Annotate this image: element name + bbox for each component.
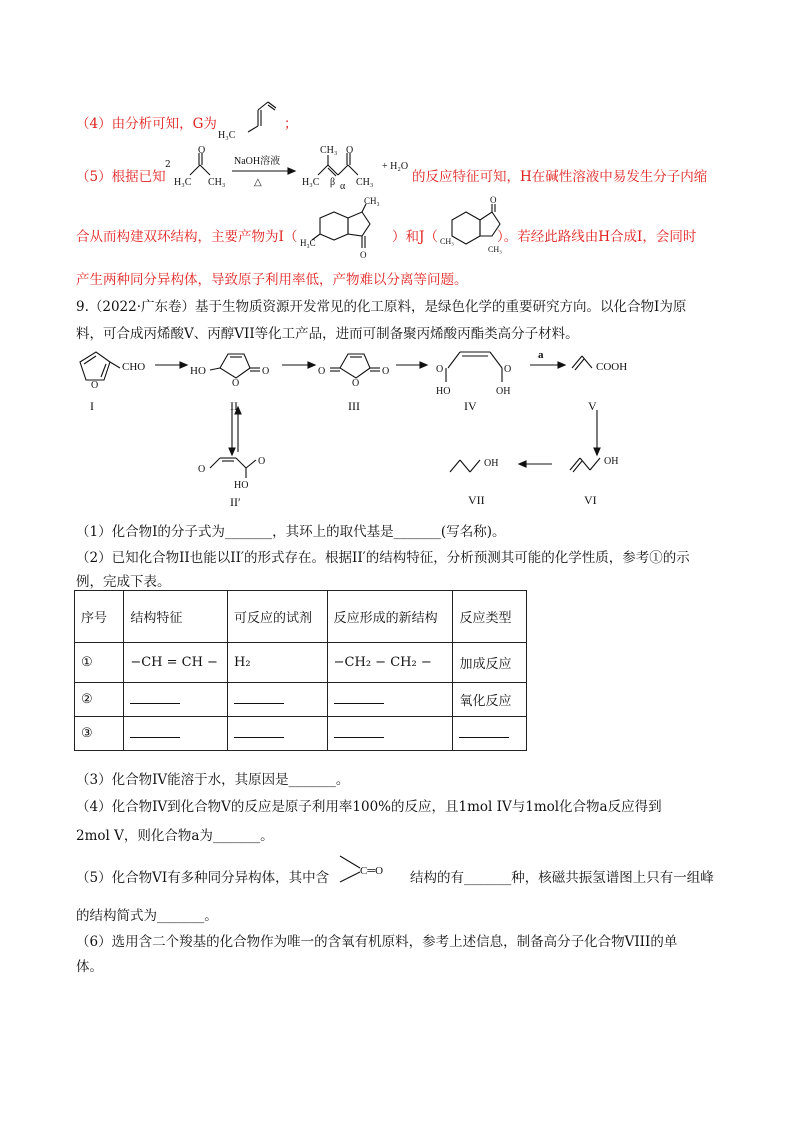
table-cell-blank [124, 717, 228, 751]
label-I: I [90, 399, 94, 413]
ch3-top-label: CH₃ [320, 145, 338, 156]
cooh-label: COOH [596, 361, 628, 373]
answer-5-line2-mid: ）和J（ [392, 229, 438, 245]
subq-2-line2: 例，完成下表。 [76, 574, 171, 590]
answer-5-line3: 产生两种同分异构体，导致原子利用率低，产物难以分离等问题。 [76, 272, 468, 288]
iv-o-left: O [436, 364, 444, 375]
iii-o-right: O [382, 366, 390, 377]
subq-6-line2: 体。 [76, 959, 103, 975]
oxygen-label: O [198, 145, 206, 156]
synthesis-scheme [60, 340, 680, 515]
answer-4-suffix: ； [284, 116, 298, 132]
table-cell: ① [75, 643, 124, 683]
answer-5-text: 的反应特征可知，H在碱性溶液中易发生分子内缩 [412, 169, 708, 185]
table-cell: ② [75, 683, 124, 717]
table-cell-blank [327, 683, 453, 717]
structure-J-label1: CH₃ [440, 237, 454, 246]
subq-3: （3）化合物IV能溶于水，其原因是_______。 [76, 772, 350, 788]
question-line2: 料，可合成丙烯酸V、丙醇VII等化工产品，进而可制备聚丙烯酸丙酯类高分子材料。 [76, 326, 579, 342]
table-header: 反应类型 [453, 591, 527, 643]
iv-ho: HO [436, 386, 451, 397]
table-header: 序号 [75, 591, 124, 643]
table-cell: 加成反应 [453, 643, 527, 683]
table-header-row [75, 591, 527, 643]
table-cell-blank [453, 717, 527, 751]
subq-4-line2: 2mol V，则化合物a为_______。 [76, 828, 274, 844]
question-line1: 9.（2022·广东卷）基于生物质资源开发常见的化工原料，是绿色化学的重要研究方向。以化合物I为原 [76, 299, 687, 315]
table-cell: ③ [75, 717, 124, 751]
subq-1: （1）化合物I的分子式为_______，其环上的取代基是_______(写名称)。 [76, 524, 506, 540]
iii-o-left: O [318, 366, 326, 377]
table-cell-blank [228, 717, 328, 751]
iii-ring-o: O [352, 378, 360, 389]
table-cell: −CH₂ − CH₂ − [327, 643, 453, 683]
answer-5-line2-prefix: 合从而构建双环结构，主要产物为I（ [76, 229, 298, 245]
oxygen-label-2: O [346, 145, 354, 156]
iip-o-left: O [198, 464, 206, 475]
subq-4-line1: （4）化合物IV到化合物V的反应是原子利用率100%的反应，且1mol IV与1mol化合物a反应得到 [76, 799, 662, 815]
structure-J-oxygen: O [490, 195, 497, 205]
alpha-label: α [340, 181, 346, 192]
vi-oh: OH [604, 456, 619, 467]
structure-G-label: H₃C [218, 130, 236, 141]
known-reaction-scheme [170, 145, 415, 195]
reagent-label: NaOH溶液 [234, 156, 281, 167]
structure-I-label: H₃C [300, 238, 316, 248]
table-header: 可反应的试剂 [228, 591, 328, 643]
table-cell: −CH = CH − [124, 643, 228, 683]
beta-label: β [330, 177, 336, 188]
carbonyl-structure [338, 852, 408, 892]
structure-G [218, 96, 278, 142]
table-header: 结构特征 [124, 591, 228, 643]
structure-I-top: CH₃ [364, 196, 380, 206]
table-cell: H₂ [228, 643, 328, 683]
heat-label: △ [254, 177, 262, 188]
table-row [75, 643, 527, 683]
label-VII: VII [468, 493, 485, 507]
iip-ho: HO [234, 480, 249, 491]
table-row [75, 683, 527, 717]
iv-oh: OH [496, 386, 511, 397]
answer-5-prefix: （5）根据已知 [76, 169, 166, 185]
table-cell: 氧化反应 [453, 683, 527, 717]
answer-5-superscript: 2 [165, 160, 171, 170]
subq-2-line1: （2）已知化合物II也能以II′的形式存在。根据II′的结构特征，分析预测其可能的化学性质，参考①的示 [76, 550, 690, 566]
structure-I-oxygen: O [360, 250, 367, 260]
subq-6-line1: （6）选用含二个羧基的化合物作为唯一的含氧有机原料，参考上述信息，制备高分子化合物VIII的单 [76, 934, 678, 950]
label-IV: IV [464, 399, 477, 413]
subq-5-line2: 的结构简式为_______。 [76, 908, 218, 924]
structure-J-label2: CH₃ [488, 245, 502, 254]
table-cell-blank [124, 683, 228, 717]
carbonyl-label: C═O [360, 865, 384, 877]
structure-I [300, 196, 390, 260]
ch3-right2-label: CH₃ [356, 177, 374, 188]
ho-label: HO [190, 365, 206, 377]
ii-co-o: O [262, 366, 270, 377]
label-IIp: II′ [230, 495, 241, 509]
label-VI: VI [584, 493, 597, 507]
reagent-a: a [538, 349, 544, 361]
ch3-left-label: H₃C [174, 177, 192, 188]
table-cell-blank [228, 683, 328, 717]
label-II: II [230, 399, 238, 413]
iv-o-right: O [504, 364, 512, 375]
answer-5-line2-suffix: ）。若经此路线由H合成I，会同时 [497, 229, 697, 245]
table-cell-blank [327, 717, 453, 751]
table-header: 反应形成的新结构 [327, 591, 453, 643]
cho-label: CHO [122, 361, 146, 373]
answer-4-prefix: （4）由分析可知，G为 [76, 116, 217, 132]
label-III: III [348, 399, 360, 413]
table-row [75, 717, 527, 751]
iip-o-right: O [258, 456, 266, 467]
water-label: + H₂O [382, 161, 409, 172]
label-V: V [588, 399, 597, 413]
subq-5-suffix: 结构的有_______种，核磁共振氢谱图上只有一组峰 [410, 870, 714, 886]
subq-5-prefix: （5）化合物VI有多种同分异构体，其中含 [76, 870, 330, 886]
ii-ring-o: O [232, 378, 240, 389]
property-table [74, 590, 527, 751]
vii-oh: OH [484, 458, 499, 469]
ch3-right-label: CH₃ [208, 177, 226, 188]
ch3-left2-label: H₃C [302, 177, 320, 188]
furan-o-label: O [91, 380, 99, 391]
